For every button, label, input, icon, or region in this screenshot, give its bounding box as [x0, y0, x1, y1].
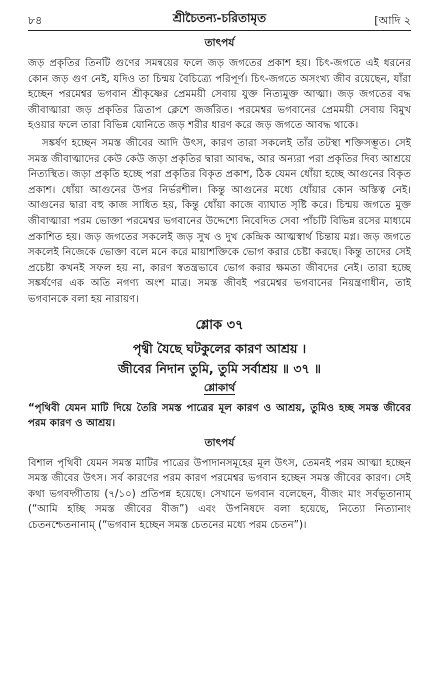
header-rule	[28, 30, 411, 31]
verse-line-2: জীবের নিদান তুমি, তুমি সর্বাশ্রয় ॥ ৩৭ ॥	[118, 360, 321, 376]
purport-heading-2: তাৎপর্য	[204, 436, 235, 449]
purport-heading: তাৎপর্য	[204, 37, 235, 49]
book-title: শ্রীচৈতন্য-চরিতামৃত	[172, 11, 267, 25]
page-number: ৮৪	[28, 14, 43, 27]
purport-paragraph-2: সঙ্কর্ষণ হচ্ছেন সমস্ত জীবের আদি উৎস, কারণ তারা সকলেই তাঁর তটস্থা শক্তিসম্ভূত। সেই সমস্ত জীবাত্মাদের কেউ কেউ জড়া প্রকৃতির দ্বারা আবদ্ধ, আর অন্যরা পরা প্রকৃতির দিব্য আশ্রয়ে নিত্যস্থিত। জড়া প্রকৃতি হচ্ছে পরা প্রকৃতির বিকৃত প্রকাশ, ঠিক যেমন ধোঁয়া হচ্ছে আগুনের বিকৃত প্রকাশ। ধোঁয়া আগুনের উপর নির্ভরশীল। কিন্তু আগুনের মধ্যে ধোঁয়ার কোন অস্তিত্ব নেই। আগুনের দ্বারা বহু কাজ সাধিত হয়, কিন্তু ধোঁয়া কাজে ব্যাঘাত সৃষ্টি করে। চিন্ময় জগতে মুক্ত জীবাত্মারা পরম ভোক্তা পরমেশ্বর ভগবানের উদ্দেশ্যে নিবেদিত সেবা পাঁচটি বিভিন্ন রসের মাধ্যমে প্রকাশিত হয়। জড় জগতের সকলেই জড় সুখ ও দুখ কেন্দ্রিক আত্মস্বার্থ চিন্তায় মগ্ন। জড় জগতে সকলেই নিজেকে ভোক্তা বলে মনে করে মায়াশক্তিকে ভোগ করার চেষ্টা করছে। কিন্তু তাদের সেই প্রচেষ্টা কখনই সফল হয় না, কারণ স্বতন্ত্রভাবে ভোগ করার ক্ষমতা জীবদের নেই। তারা হচ্ছে সঙ্কর্ষণের এক অতি নগণ্য অংশ মাত্র। সমস্ত জীবই পরমেশ্বর ভগবানের নিয়ন্ত্রণাধীন, তাই ভগবানকে বলা হয় নারায়ণ।	[28, 137, 411, 305]
verse-number: শ্লোক ৩৭	[195, 317, 244, 333]
purport-2-paragraph: বিশাল পৃথিবী যেমন সমস্ত মাটির পাত্রের উপাদানসমূহের মূল উৎস, তেমনই পরম আত্মা হচ্ছেন সমস্ত জীবের উৎস। সর্ব কারণের পরম কারণ পরমেশ্বর ভগবান হচ্ছেন সমস্ত জীবের কারণ। সেই কথা ভগবদ্গীতায় (৭/১০) প্রতিপন্ন হয়েছে। সেখানে ভগবান বলেছেন, বীজং মাং সর্বভূতানাম্ (“আমি হচ্ছি সমস্ত জীবের বীজ”) এবং উপনিষদে বলা হয়েছে, নিত্যো নিত্যানাং চেতনশ্চেতনানাম্ (“ভগবান হচ্ছেন সমস্ত চেতনের মধ্যে পরম চেতন”)।	[28, 457, 411, 532]
translation-heading	[28, 381, 411, 398]
translation-heading-text: শ্লোকার্থ	[203, 381, 236, 394]
translation-text: “পৃথিবী যেমন মাটি দিয়ে তৈরি সমস্ত পাত্রের মূল কারণ ও আশ্রয়, তুমিও হচ্ছ সমস্ত জীবের পরম কারণ ও আশ্রয়।	[28, 402, 411, 430]
chapter-label: [আদি ২	[374, 14, 411, 27]
purport-paragraph-1: জড় প্রকৃতির তিনটি গুণের সমন্বয়ের ফলে জড় জগতের প্রকাশ হয়। চিৎ-জগতে এই ধরনের কোন জড় গুণ নেই, যদিও তা চিন্ময় বৈচিত্র্যে পরিপূর্ণ। চিৎ-জগতে অসংখ্য জীব রয়েছেন, যাঁরা হচ্ছেন পরমেশ্বর ভগবান শ্রীকৃষ্ণের প্রেমময়ী সেবায় যুক্ত নিত্যমুক্ত আত্মা। জড় জগতের বদ্ধ জীবাত্মারা জড় প্রকৃতির ত্রিতাপ ক্লেশে জর্জরিত। পরমেশ্বর ভগবানের প্রেমময়ী সেবায় বিমুখ হওয়ার ফলে তারা বিভিন্ন যোনিতে জড় শরীর ধারণ করে জড় জগতে আবদ্ধ থাকে।	[28, 58, 411, 132]
page-header	[28, 8, 411, 30]
verse-line-1: পৃথ্বী যৈছে ঘটকুলের কারণ আশ্রয় ।	[132, 340, 307, 356]
